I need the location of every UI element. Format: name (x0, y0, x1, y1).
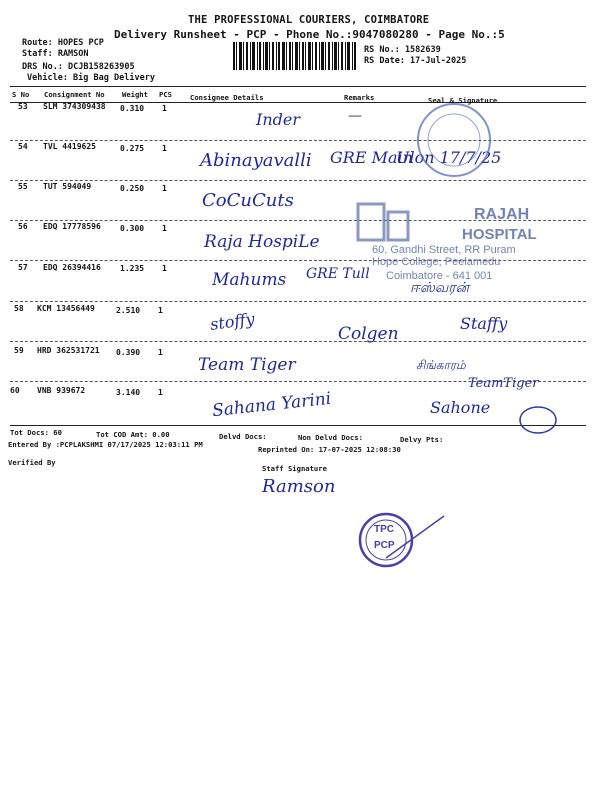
rs-date: RS Date: 17-Jul-2025 (364, 56, 467, 66)
col-seal: Seal & Signature (428, 96, 498, 105)
row-weight: 3.140 (116, 388, 141, 397)
tpc-stamp-bottom: PCP (374, 540, 395, 551)
tot-cod: Tot COD Amt: 0.00 (96, 430, 170, 439)
stamp-name: RAJAH (474, 206, 530, 223)
remarks-handwriting: — (348, 108, 362, 124)
col-remarks: Remarks (344, 93, 375, 102)
remarks-handwriting: Colgen (338, 324, 399, 344)
delvy-pts: Delvy Pts: (400, 435, 444, 444)
staff-label: Staff: RAMSON (22, 49, 89, 59)
tot-docs: Tot Docs: 60 (10, 428, 62, 437)
col-pcs: PCS (159, 90, 172, 99)
remarks-handwriting: GRE Main (330, 148, 413, 167)
row-pcs: 1 (158, 348, 163, 357)
vehicle-label: Vehicle: Big Bag Delivery (27, 73, 155, 83)
row-pcs: 1 (162, 104, 167, 113)
remarks-handwriting: GRE Tull (306, 266, 370, 282)
oval-signature-mark (518, 404, 558, 436)
reprinted-on: Reprinted On: 17-07-2025 12:08:30 (258, 445, 401, 454)
consignee-handwriting: Team Tiger (198, 355, 296, 375)
stamp-strike-line (384, 512, 448, 562)
row-separator (10, 301, 586, 302)
staff-signature-label: Staff Signature (262, 464, 327, 473)
col-sno: S No (12, 90, 30, 99)
consignee-handwriting: stoffy (208, 308, 256, 335)
rs-no: RS No.: 1582639 (364, 45, 441, 55)
consignee-handwriting: Sahana Yarini (211, 388, 333, 422)
hospital-logo-mark (352, 200, 432, 246)
row-sno: 53 (18, 102, 28, 111)
row-sno: 54 (18, 142, 28, 151)
col-consignee: Consignee Details (190, 93, 264, 102)
row-consignment: TVL 4419625 (43, 142, 96, 151)
col-consignment: Consignment No (44, 90, 105, 99)
row-separator (10, 341, 586, 342)
route-label: Route: HOPES PCP (22, 38, 104, 48)
row-weight: 0.310 (120, 104, 145, 113)
row-weight: 0.275 (120, 144, 145, 153)
consignee-handwriting: Abinayavalli (200, 150, 312, 171)
row-sno: 60 (10, 386, 20, 395)
row-weight: 1.235 (120, 264, 145, 273)
row-pcs: 1 (162, 144, 167, 153)
stamp-address-1: 60, Gandhi Street, RR Puram (372, 244, 516, 256)
col-weight: Weight (122, 90, 148, 99)
barcode (233, 42, 357, 70)
row-consignment: VNB 939672 (37, 386, 86, 395)
signature-handwriting: TeamTiger (468, 376, 539, 391)
row-weight: 2.510 (116, 306, 141, 315)
staff-signature: Ramson (262, 476, 336, 497)
row-pcs: 1 (162, 224, 167, 233)
row-separator (10, 180, 586, 181)
runsheet-title: Delivery Runsheet - PCP - Phone No.:9047080280 - Page No.:5 (114, 28, 505, 41)
stamp-address-2: Hope College, Peelamedu (372, 256, 501, 268)
round-seal-mark (414, 100, 494, 180)
row-weight: 0.250 (120, 184, 145, 193)
signature-handwriting: Staffy (460, 314, 508, 333)
entered-by: Entered By :PCPLAKSHMI 07/17/2025 12:03:11 PM (8, 440, 203, 449)
consignee-handwriting: CoCuCuts (202, 190, 294, 211)
table-top-rule (10, 86, 586, 87)
consignee-handwriting: Raja HospiLe (204, 232, 320, 252)
drs-label: DRS No.: DCJB158263905 (22, 62, 135, 72)
stamp-address-3: Coimbatore - 641 001 (386, 270, 493, 282)
consignee-handwriting: Inder (256, 110, 300, 129)
row-consignment: EDQ 17778596 (43, 222, 101, 231)
signature-handwriting: Ulon 17/7/25 (396, 148, 502, 167)
row-consignment: TUT 594049 (43, 182, 92, 191)
row-sno: 59 (14, 346, 24, 355)
verified-by: Verified By (8, 458, 56, 467)
row-consignment: KCM 13456449 (37, 304, 95, 313)
row-sno: 56 (18, 222, 28, 231)
row-pcs: 1 (162, 184, 167, 193)
row-consignment: EDQ 26394416 (43, 263, 101, 272)
signature-handwriting: ஈஸ்வரன் (410, 280, 470, 296)
row-consignment: SLM 374309438 (43, 102, 106, 111)
signature-handwriting: Sahone (430, 398, 491, 417)
consignee-handwriting: Mahums (212, 270, 287, 290)
signature-handwriting: சிங்காரம் (416, 358, 466, 372)
row-pcs: 1 (162, 264, 167, 273)
row-consignment: HRD 362531721 (37, 346, 100, 355)
company-name: THE PROFESSIONAL COURIERS, COIMBATORE (188, 14, 430, 26)
table-bottom-rule (10, 425, 586, 426)
row-sno: 57 (18, 263, 28, 272)
row-weight: 0.300 (120, 224, 145, 233)
row-weight: 0.390 (116, 348, 141, 357)
row-sno: 55 (18, 182, 28, 191)
row-pcs: 1 (158, 306, 163, 315)
row-separator (10, 140, 586, 141)
non-delvd-docs: Non Delvd Docs: (298, 433, 363, 442)
delvd-docs: Delvd Docs: (219, 432, 267, 441)
row-pcs: 1 (158, 388, 163, 397)
row-sno: 58 (14, 304, 24, 313)
stamp-sub: HOSPITAL (462, 226, 537, 243)
tpc-stamp-top: TPC (374, 524, 394, 535)
